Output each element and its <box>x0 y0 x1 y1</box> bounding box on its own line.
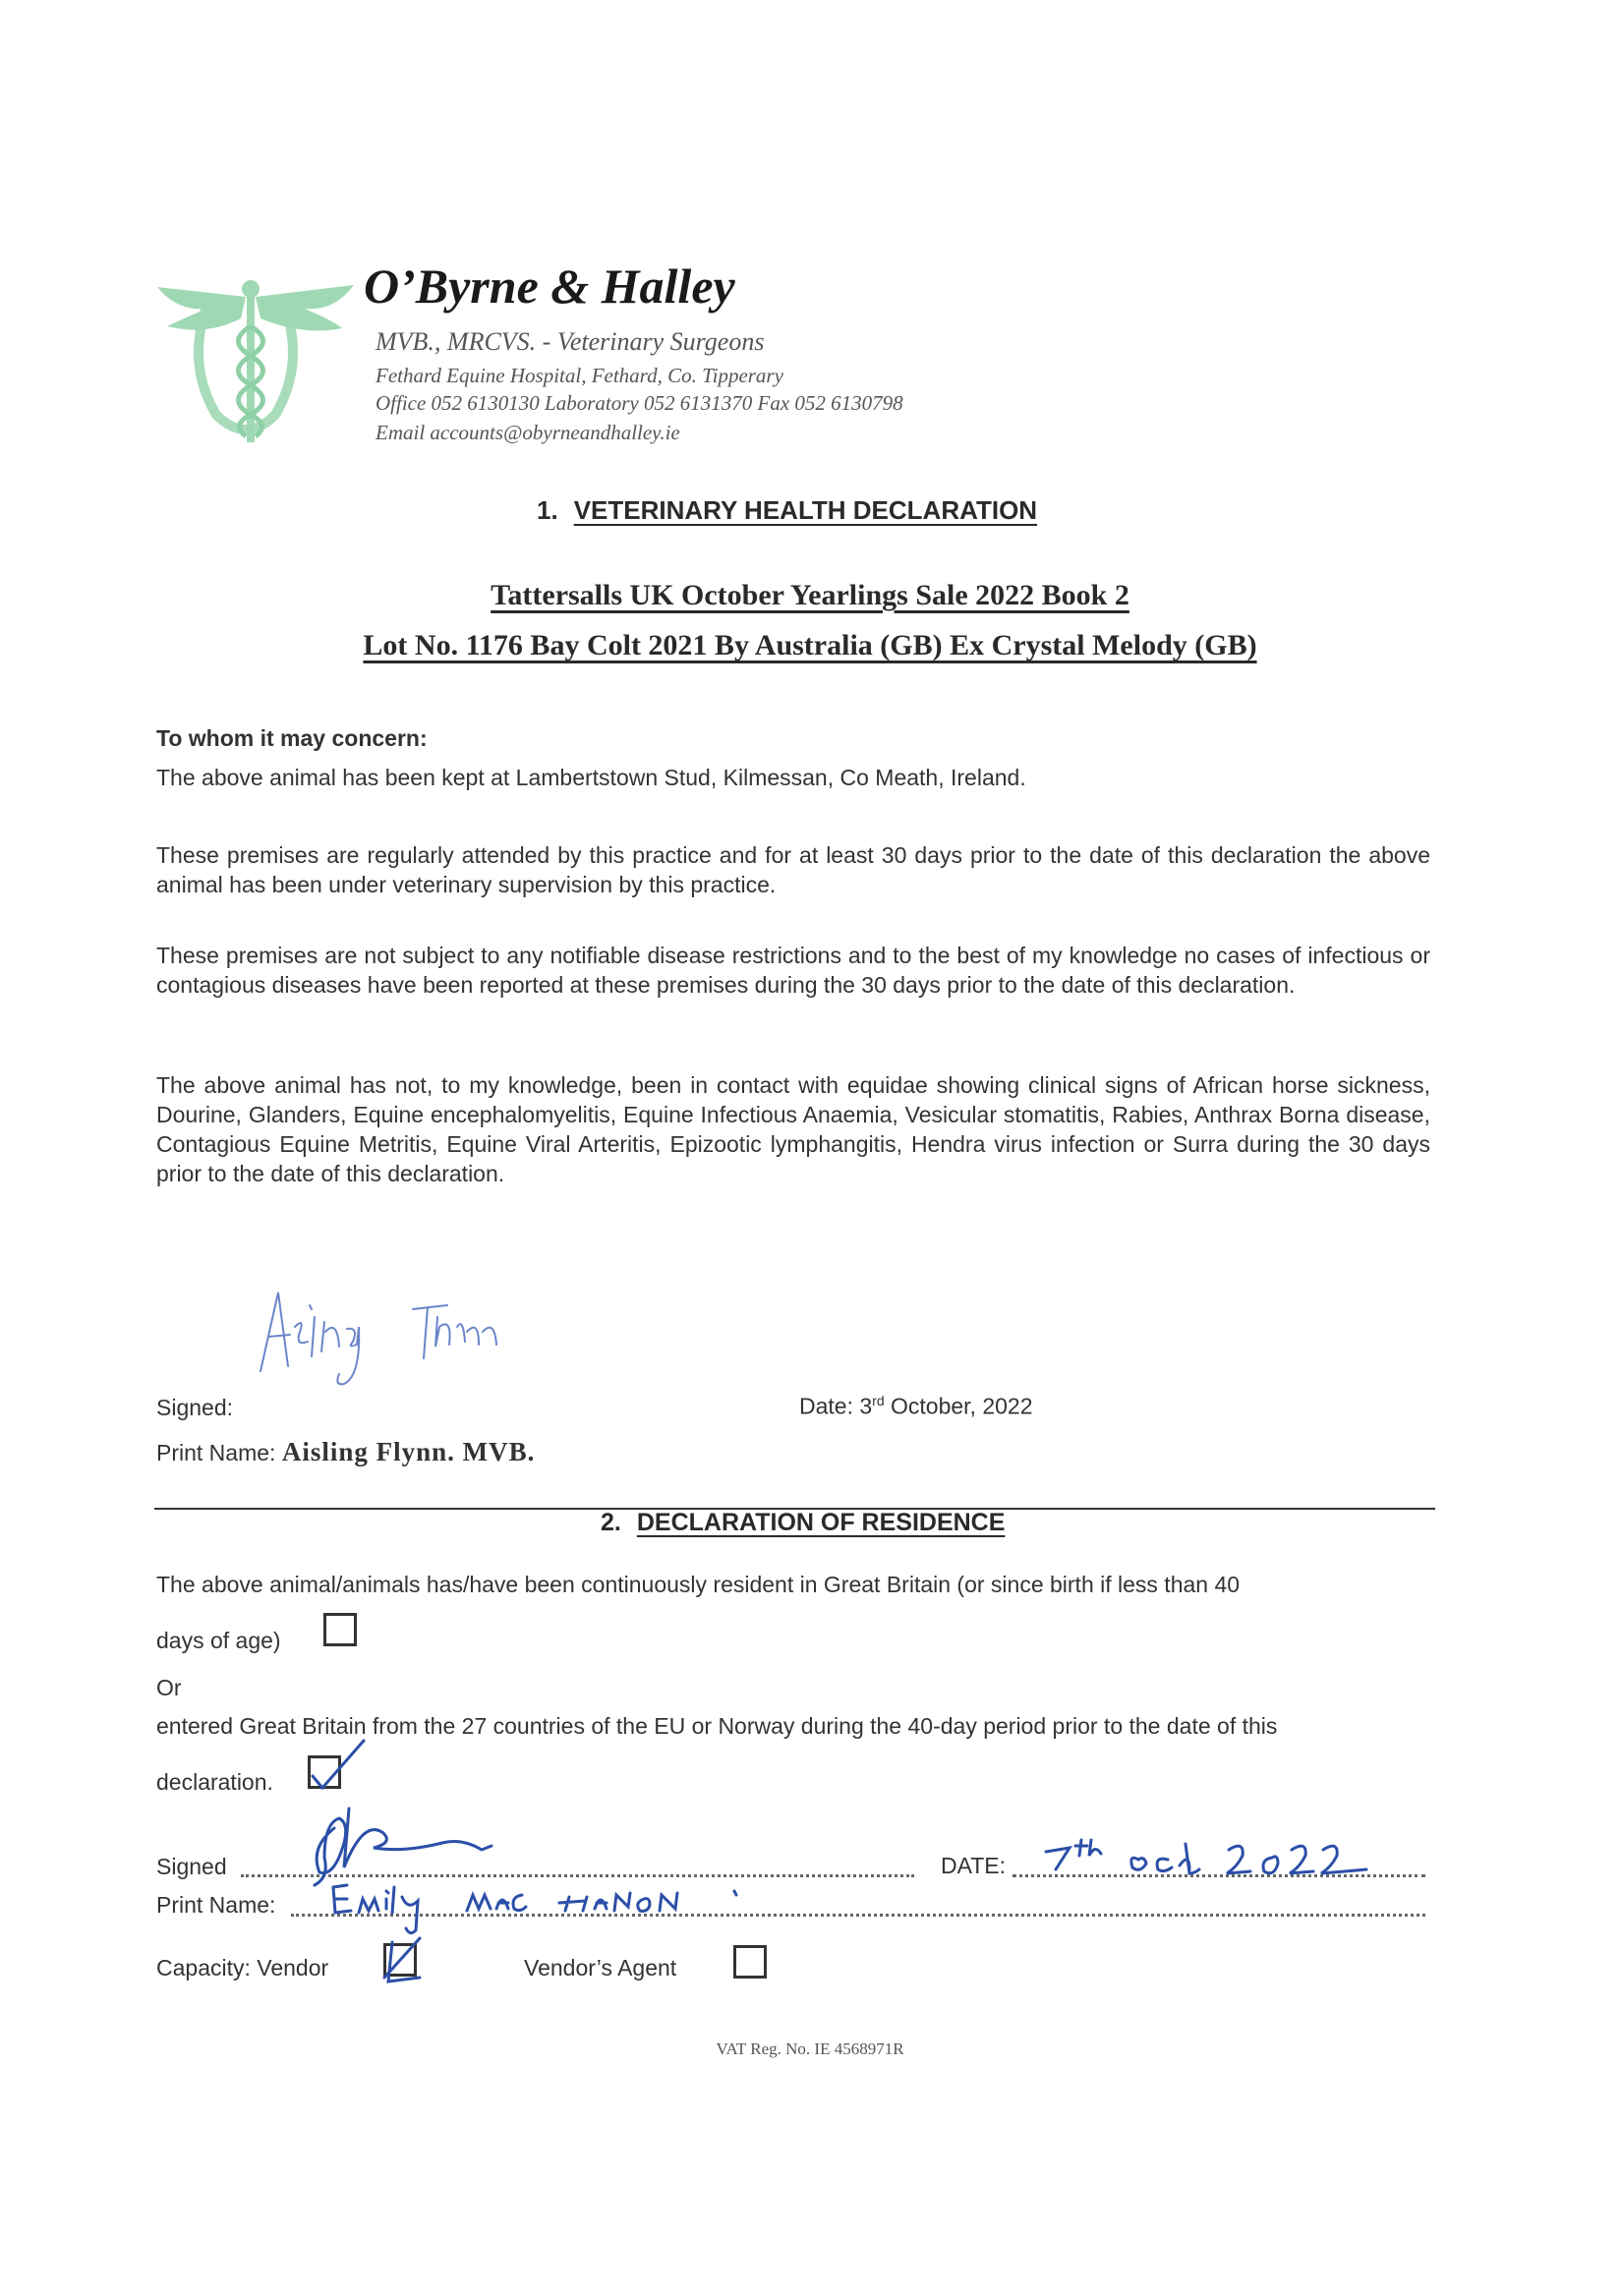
resident-checkbox[interactable] <box>323 1613 357 1646</box>
capacity-vendor-label: Capacity: Vendor <box>156 1955 329 1980</box>
vendors-agent-checkbox[interactable] <box>733 1945 767 1979</box>
print-name-label-section1: Print Name: <box>156 1440 276 1465</box>
checkmark-icon <box>307 1739 366 1788</box>
paragraph-premises: The above animal has been kept at Lambertstown Stud, Kilmessan, Co Meath, Ireland. <box>156 765 1026 790</box>
vendors-agent-label: Vendor’s Agent <box>524 1955 677 1980</box>
checkmark-icon <box>380 1934 439 1983</box>
date-ordinal: rd <box>872 1393 885 1408</box>
firm-email: Email accounts@obyrneandhalley.ie <box>376 421 680 444</box>
firm-address: Fethard Equine Hospital, Fethard, Co. Tipperary <box>376 364 783 387</box>
handwritten-print-name <box>329 1877 781 1936</box>
entered-text-line1: entered Great Britain from the 27 countries of the EU or Norway during the 40-day period prior to the date of this <box>156 1713 1278 1739</box>
section1-number: 1. <box>537 495 558 525</box>
signed-label-section1: Signed: <box>156 1395 234 1420</box>
caduceus-horseshoe-logo-icon <box>147 267 374 454</box>
print-name-label-section2: Print Name: <box>156 1892 276 1918</box>
section2-number: 2. <box>601 1509 621 1536</box>
print-name-section1 <box>156 1437 535 1467</box>
firm-phones: Office 052 6130130 Laboratory 052 6131370 Fax 052 6130798 <box>376 391 903 415</box>
firm-qualifications: MVB., MRCVS. - Veterinary Surgeons <box>376 327 765 356</box>
date-section1 <box>799 1393 1033 1420</box>
resident-text-line1: The above animal/animals has/have been continuously resident in Great Britain (or since birth if less than 40 <box>156 1572 1241 1597</box>
section2-heading <box>601 1509 1005 1537</box>
section1-heading <box>537 495 1037 526</box>
paragraph-supervision: These premises are regularly attended by this practice and for at least 30 days prior to the date of this declaration the above animal has been under veterinary supervision by this practice. <box>156 842 1430 897</box>
vat-number: VAT Reg. No. IE 4568971R <box>716 2039 904 2058</box>
section1-title: VETERINARY HEALTH DECLARATION <box>573 495 1038 525</box>
lot-title: Lot No. 1176 Bay Colt 2021 By Australia (GB) Ex Crystal Melody (GB) <box>363 629 1257 661</box>
paragraph-diseases: The above animal has not, to my knowledge, been in contact with equidae showing clinical signs of African horse sickness, Dourine, Glanders, Equine encephalomyelitis, Equine Infectious Anaemia, Vesicular stomatitis, Rabies, Anthrax Borna disease, Contagious Equine Metritis, Equine Viral Arteritis, Epizootic lymphangitis, Hendra virus infection or Surra during the 30 days prior to the date of this declaration. <box>156 1072 1430 1186</box>
vendor-checkbox[interactable] <box>383 1943 417 1977</box>
date-label-section2: DATE: <box>941 1853 1007 1878</box>
sale-title: Tattersalls UK October Yearlings Sale 2022 Book 2 <box>491 579 1129 611</box>
salutation: To whom it may concern: <box>156 725 428 751</box>
signed-label-section2: Signed <box>156 1854 227 1879</box>
entered-text-line2: declaration. <box>156 1769 273 1795</box>
or-label: Or <box>156 1675 182 1700</box>
vendor-signature <box>305 1799 600 1887</box>
section2-title: DECLARATION OF RESIDENCE <box>636 1509 1006 1536</box>
resident-text-line2: days of age) <box>156 1628 281 1653</box>
print-name-value-section1: Aisling Flynn. MVB. <box>281 1437 536 1466</box>
date-label-section1: Date: 3 <box>799 1393 873 1419</box>
paragraph-restrictions: These premises are not subject to any notifiable disease restrictions and to the best of my knowledge no cases of infectious or contagious diseases have been reported at these premises during the 30 days prior to the date of this declaration. <box>156 943 1430 998</box>
handwritten-date <box>1042 1834 1396 1883</box>
entered-checkbox[interactable] <box>308 1755 341 1789</box>
firm-name: O’Byrne & Halley <box>364 258 735 314</box>
date-value-section1: October, 2022 <box>884 1393 1033 1419</box>
vet-signature <box>251 1288 526 1396</box>
